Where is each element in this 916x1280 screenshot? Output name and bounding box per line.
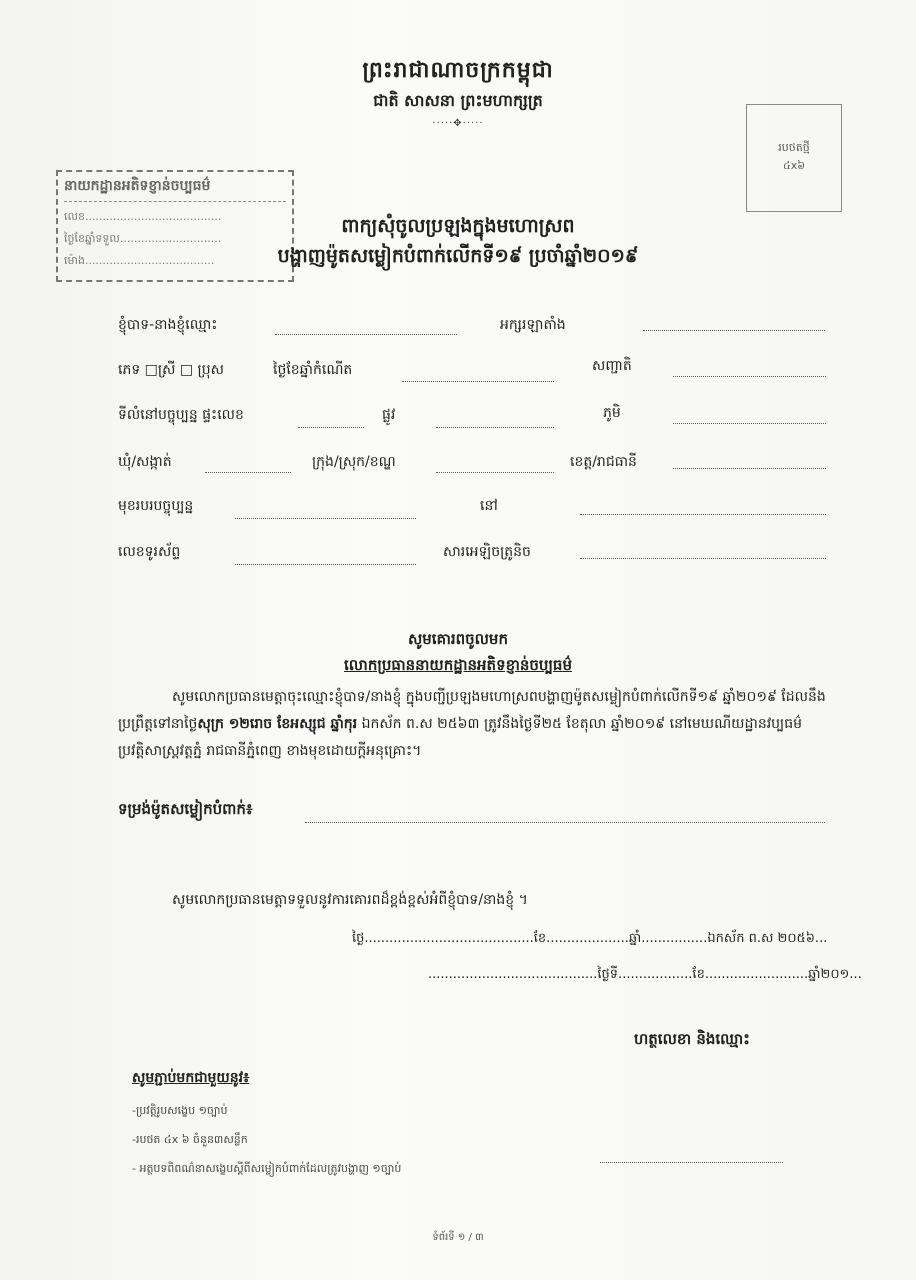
national-motto: ជាតិ សាសនា ព្រះមហាក្សត្រ <box>373 91 543 110</box>
ornament-divider: ·····✥····· <box>432 118 484 129</box>
commune-label: ឃុំ/សង្កាត់ <box>118 454 172 470</box>
dob-field[interactable] <box>402 381 554 382</box>
request-text-b: ឯកស័ក ព.ស ២៥៦៣ ត្រូវនឹងថ្ងៃទី២៥ ខែតុលា ឆ្នាំ២០១៩ នៅមេឃណីយដ្ឋានវប្បធម៌ប្រវត្តិសាស្ត្រវត្តភ្នំ រាជធានីភ្នំពេញ ខាងមុខដោយក្តីអនុគ្រោះ។ <box>118 716 802 759</box>
form-title: ពាក្យសុំចូលប្រឡងក្នុងមហោស្រព <box>341 215 575 237</box>
style-field[interactable] <box>305 822 825 823</box>
house-number-field[interactable] <box>298 427 364 428</box>
village-field[interactable] <box>673 423 826 424</box>
workplace-label: នៅ <box>480 498 498 514</box>
dob-label: ថ្ងៃខែឆ្នាំកំណើត <box>273 362 353 378</box>
request-text-date: សុក្រ ១២រោច ខែអស្សុជ ឆ្នាំកុរ <box>197 716 358 732</box>
request-text-a: សូមលោកប្រធានមេត្តាចុះឈ្មោះខ្ញុំបាទ/នាងខ្ញុំ ក្នុងបញ្ជីប្រឡងមហោស្រពបង្ហាញម៉ូតសម្លៀកបំពាក់លើកទី១៩ ឆ្នាំ២០១៩ ដែលនឹងប្រព្រឹត្តទៅនាថ្ងៃ <box>118 689 826 732</box>
stamp-number: លេខ....................................... <box>64 210 222 223</box>
attachment-item: -របថត ៤x ៦ ចំនួន៣សន្លឹក <box>132 1133 248 1146</box>
nationality-field[interactable] <box>673 376 826 377</box>
street-field[interactable] <box>436 427 554 428</box>
signature-label: ហត្ថលេខា និងឈ្មោះ <box>634 1030 750 1048</box>
nationality-label: សញ្ជាតិ <box>592 358 632 374</box>
form-subtitle: បង្ហាញម៉ូតសម្លៀកបំពាក់លើកទី១៩ ប្រចាំឆ្នាំ២០១៩ <box>277 245 639 267</box>
attachment-item: - អត្ថបទពិពណ៌នាសង្ខេបស្ដីពីសម្លៀកបំពាក់ដែលត្រូវបង្ហាញ ១ច្បាប់ <box>132 1162 402 1175</box>
province-field[interactable] <box>673 468 826 469</box>
stamp-time: ម៉ោង..................................... <box>64 254 215 267</box>
name-field[interactable] <box>275 334 457 335</box>
gender-label[interactable]: ភេទ □ស្រី □ ប្រុស <box>118 362 224 378</box>
photo-size: ៤x៦ <box>782 159 806 172</box>
latin-name-label: អក្សរឡាតាំង <box>500 317 566 333</box>
commune-field[interactable] <box>205 472 291 473</box>
page-number: ទំព័រទី ១ / ៣ <box>432 1232 484 1243</box>
attachments-title: សូមភ្ជាប់មកជាមួយនូវ៖ <box>132 1070 250 1086</box>
style-label: ទម្រង់ម៉ូតសម្លៀកបំពាក់៖ <box>118 800 253 818</box>
workplace-field[interactable] <box>580 514 826 515</box>
recipient: លោកប្រធាននាយកដ្ឋានអតិទខ្ញាន់ចប្បធម៌ <box>344 656 572 674</box>
occupation-label: មុខរបរបច្ចុប្បន្ន <box>118 498 194 514</box>
village-label: ភូមិ <box>603 405 621 421</box>
street-label: ផ្លូវ <box>382 407 396 423</box>
address-label: ទីលំនៅបច្ចុប្បន្ន ផ្ទះលេខ <box>118 407 244 423</box>
province-label: ខេត្ត/រាជធានី <box>570 454 637 470</box>
salutation: សូមគោរពចូលមក <box>408 630 508 648</box>
phone-field[interactable] <box>235 564 416 565</box>
stamp-date: ថ្ងៃខែឆ្នាំទទួល............................. <box>64 232 222 245</box>
request-paragraph <box>118 684 834 765</box>
solar-date-line[interactable]: .........................................ថ្ងៃទី..................ខែ.........................ឆ្នាំ២០១... <box>428 967 862 982</box>
kingdom-heading: ព្រះរាជាណាចក្រកម្ពុជា <box>362 58 554 83</box>
latin-name-field[interactable] <box>643 330 825 331</box>
occupation-field[interactable] <box>235 518 416 519</box>
name-label: ខ្ញុំបាទ-នាងខ្ញុំឈ្មោះ <box>118 317 218 333</box>
attachment-item: -ប្រវត្តិរូបសង្ខេប ១ច្បាប់ <box>132 1104 228 1117</box>
signature-field[interactable] <box>600 1162 783 1163</box>
district-field[interactable] <box>436 472 554 473</box>
closing-text: សូមលោកប្រធានមេត្តាទទួលនូវការគោរពដ៏ខ្ពង់ខ្ពស់អំពីខ្ញុំបាទ/នាងខ្ញុំ ។ <box>172 892 528 908</box>
email-label: សារអេឡិចត្រូនិច <box>443 544 531 560</box>
stamp-title: នាយកដ្ឋានអតិទខ្ញាន់ចប្បធម៌ <box>64 176 286 202</box>
email-field[interactable] <box>580 558 826 559</box>
photo-placeholder <box>746 104 842 212</box>
district-label: ក្រុង/ស្រុក/ខណ្ឌ <box>312 454 396 470</box>
photo-label: របថតថ្មី <box>778 141 810 154</box>
phone-label: លេខទូរស័ព្ទ <box>118 544 181 560</box>
lunar-date-line[interactable]: ថ្ងៃ.........................................ខែ....................ឆ្នាំ................ឯកស័ក ព.ស ២០៥៦... <box>352 931 828 946</box>
